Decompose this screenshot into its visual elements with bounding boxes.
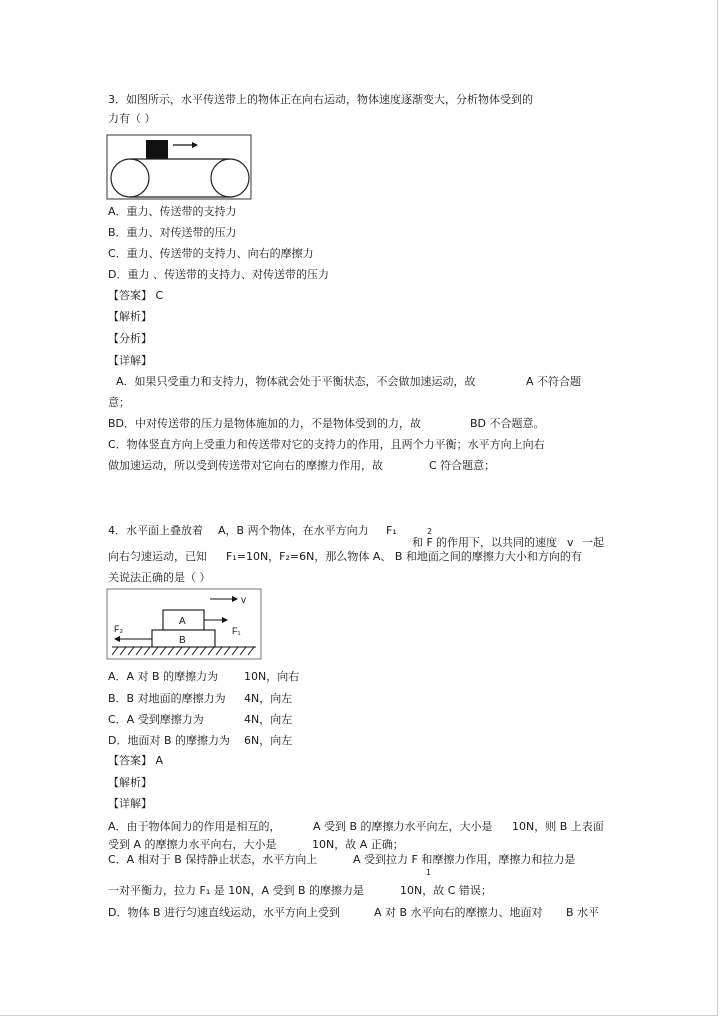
q4-exp-a-2a: 受到 A 的摩擦力水平向右，大小是 [108, 838, 277, 851]
q4-stem-1e: 的作用下，以共同的速度 [436, 536, 557, 549]
q4-label-b: B [179, 635, 186, 646]
q3-xiangjie: 【详解】 [108, 354, 152, 367]
q4-option-d-text: D．地面对 B 的摩擦力为 [108, 734, 231, 747]
q4-stem-2b: F₁=10N，F₂=6N，那么物体 A、 B 和地面之间的摩擦力大小和方向的有 [226, 550, 582, 563]
q4-exp-d-1c: B 水平 [566, 906, 600, 919]
q3-option-b: B．重力、对传送带的压力 [108, 226, 237, 239]
q4-exp-c-1a: C．A 相对于 B 保持静止状态，水平方向上 [108, 853, 318, 866]
q4-stacked-blocks-figure [106, 588, 262, 660]
q3-exp-a-3: 意； [108, 396, 130, 409]
q3-exp-bd-1: BD．中对传送带的压力是物体施加的力，不是物体受到的力，故 [108, 417, 422, 430]
q4-jiexi: 【解析】 [108, 776, 152, 789]
q4-stem-1c: F₁ [386, 524, 397, 537]
q3-option-a: A．重力、传送带的支持力 [108, 205, 237, 218]
q4-stem-1g: 一起 [582, 536, 604, 549]
q4-stem-1d: 和 F [412, 536, 433, 549]
q3-exp-bd-2: BD 不合题意。 [470, 417, 545, 430]
q4-stem-2a: 向右匀速运动，已知 [108, 550, 207, 563]
q4-exp-d-1b: A 对 B 水平向右的摩擦力、地面对 [374, 906, 543, 919]
q3-exp-a-1: A．如果只受重力和支持力，物体就会处于平衡状态，不会做加速运动，故 [116, 375, 476, 388]
q4-exp-d-1a: D．物体 B 进行匀速直线运动，水平方向上受到 [108, 906, 341, 919]
q3-answer: 【答案】 C [108, 289, 164, 302]
q4-option-b-text: B．B 对地面的摩擦力为 [108, 692, 226, 705]
q4-label-a: A [179, 616, 186, 627]
q4-exp-c-sub1: 1 [426, 868, 432, 877]
q4-exp-a-2b: 10N，故 A 正确； [312, 838, 404, 851]
q4-exp-c-1b: A 受到拉力 F 和摩擦力作用，摩擦力和拉力是 [353, 853, 576, 866]
q4-exp-a-1b: A 受到 B 的摩擦力水平向左，大小是 [313, 820, 493, 833]
q3-pulley-right [211, 159, 249, 197]
q4-stem-1a: 4．水平面上叠放着 [108, 524, 203, 537]
q3-option-d: D．重力 、传送带的支持力、对传送带的压力 [108, 268, 329, 281]
q4-stem-1f: v [567, 536, 574, 549]
q3-jiexi: 【解析】 [108, 310, 152, 323]
q3-exp-c-1: C．物体竖直方向上受重力和传送带对它的支持力的作用，且两个力平衡；水平方向上向右 [108, 438, 545, 451]
q4-label-f1: F₁ [232, 626, 241, 636]
q3-block [146, 140, 168, 159]
q4-label-v: v [241, 595, 246, 606]
q3-stem-line2: 力有（ ） [108, 112, 156, 125]
q3-pulley-left [111, 159, 149, 197]
q3-fenxi: 【分析】 [108, 332, 152, 345]
q4-exp-a-1c: 10N，则 B 上表面 [512, 820, 604, 833]
q4-stem-3: 关说法正确的是（ ） [108, 571, 211, 584]
q4-label-f2: F₂ [114, 624, 123, 634]
q4-option-c-value: 4N，向左 [244, 713, 293, 726]
q4-option-d-value: 6N，向左 [244, 734, 293, 747]
q4-ground-hatching [112, 647, 254, 655]
q3-exp-c-2: 做加速运动，所以受到传送带对它向右的摩擦力作用，故 [108, 459, 383, 472]
q4-option-a-text: A．A 对 B 的摩擦力为 [108, 670, 219, 683]
q4-option-c-text: C．A 受到摩擦力为 [108, 713, 204, 726]
q4-option-a-value: 10N，向右 [244, 670, 300, 683]
q4-exp-a-1a: A．由于物体间力的作用是相互的， [108, 820, 281, 833]
q4-xiangjie: 【详解】 [108, 797, 152, 810]
q3-stem-line1: 3．如图所示，水平传送带上的物体正在向右运动，物体速度逐渐变大，分析物体受到的 [108, 93, 533, 106]
q4-stem-sup2: 2 [427, 527, 433, 536]
q3-option-c: C．重力、传送带的支持力、向右的摩擦力 [108, 247, 314, 260]
q4-stem-1b: A，B 两个物体，在水平方向力 [218, 524, 369, 537]
q4-option-b-value: 4N，向左 [244, 692, 293, 705]
q4-exp-c-2a: 一对平衡力，拉力 F₁ 是 10N，A 受到 B 的摩擦力是 [108, 884, 365, 897]
q4-exp-c-2b: 10N，故 C 错误； [400, 884, 492, 897]
q4-answer: 【答案】 A [108, 754, 164, 767]
q3-conveyor-figure [106, 134, 252, 200]
q3-exp-a-2: A 不符合题 [526, 375, 582, 388]
q3-exp-c-3: C 符合题意； [429, 459, 496, 472]
